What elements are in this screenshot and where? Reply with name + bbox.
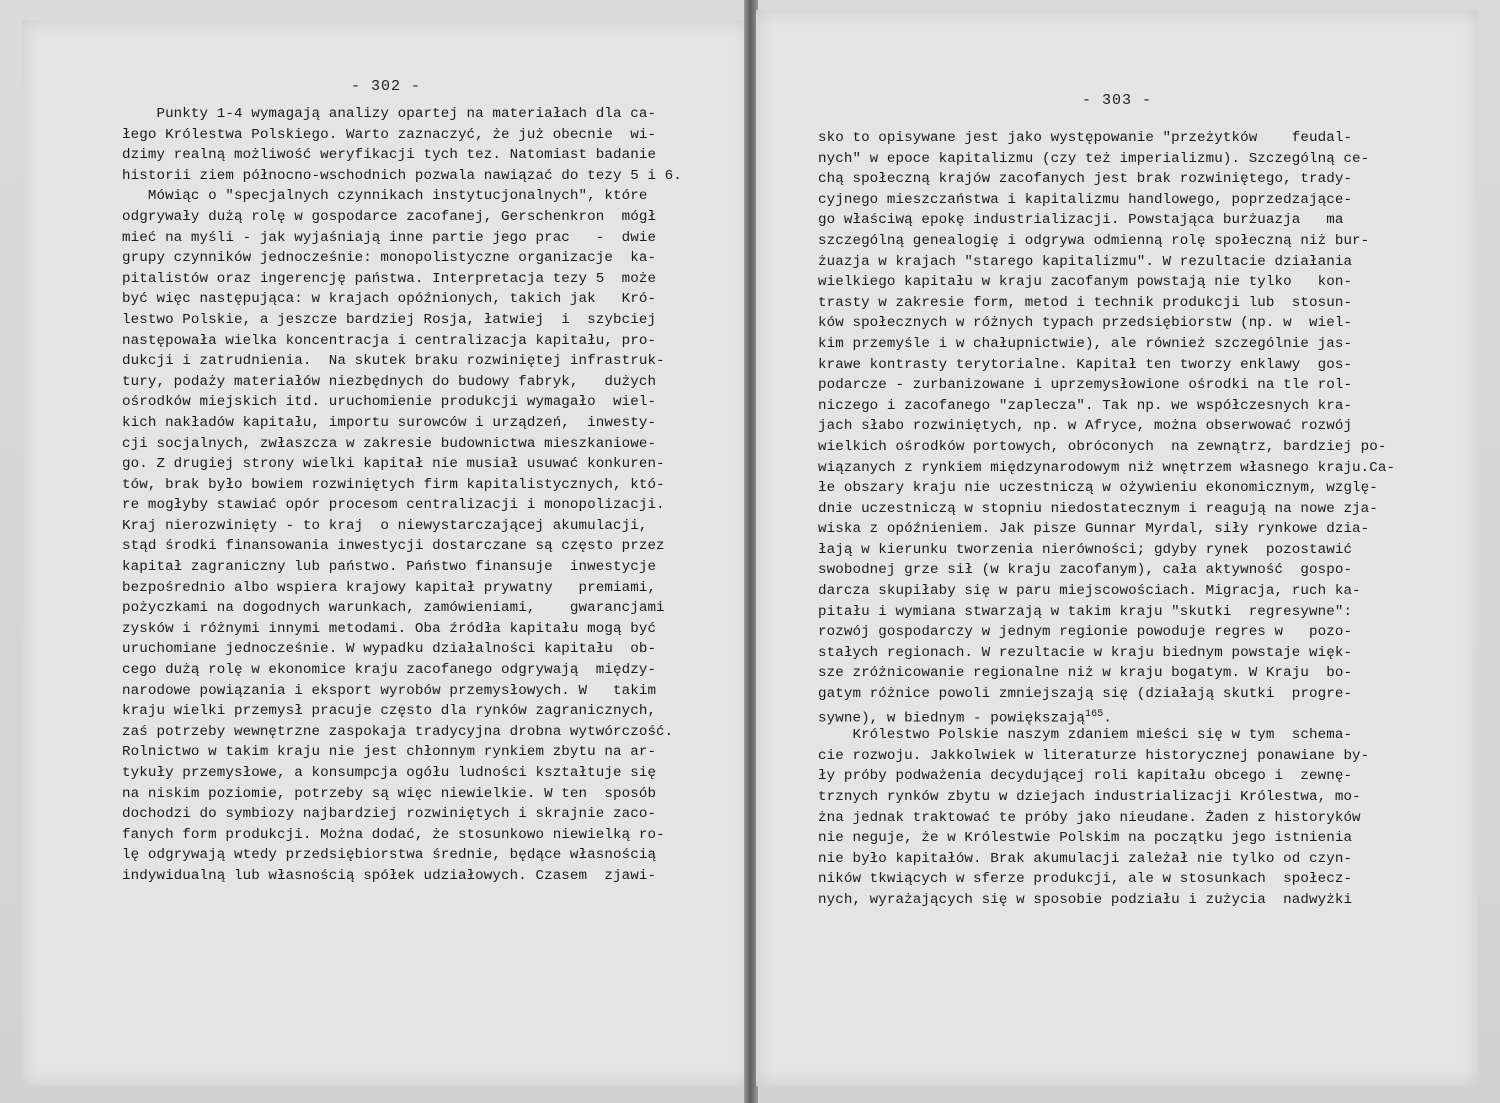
text-line: gatym różnice powoli zmniejszają się (działają skutki progre- <box>818 686 1353 703</box>
text-line: sywne), w biednym - powiększają$^{165}$. <box>818 708 1112 727</box>
text-line: re mogłyby stawiać opór procesom centralizacji i monopolizacji. <box>122 497 665 514</box>
text-line: tykuły przemysłowe, a konsumpcja ogółu ludności kształtuje się <box>122 765 657 781</box>
text-line: wielkich ośrodków portowych, obróconych na zewnątrz, bardziej po- <box>818 438 1387 455</box>
text-line: wiązanych z rynkiem międzynarodowym niż wnętrzem własnego kraju.Ca- <box>818 459 1396 476</box>
text-line: chą społeczną krajów zacofanych jest brak rozwiniętego, trady- <box>818 171 1353 188</box>
text-line: zaś potrzeby wewnętrzne zaspokaja tradycyjna drobna wytwórczość. <box>122 723 674 740</box>
text-line: jach słabo rozwiniętych, np. w Afryce, można obserwować rozwój <box>818 418 1353 435</box>
text-line: cie rozwoju. Jakkolwiek w literaturze historycznej ponawiane by- <box>818 747 1370 764</box>
footnote-marker: 165 <box>1085 708 1104 720</box>
text-line: stąd środki finansowania inwestycji dostarczane są często przez <box>122 538 665 555</box>
footnote-trailing-punctuation: . <box>1103 710 1112 727</box>
text-line: dzimy realną możliwość weryfikacji tych tez. Natomiast badanie <box>122 147 657 164</box>
text-line: łają w kierunku tworzenia nierówności; gdyby rynek pozostawić <box>818 541 1353 558</box>
text-line: pitalistów oraz ingerencję państwa. Interpretacja tezy 5 może <box>122 270 657 287</box>
text-line: dnie uczestniczą w stopniu niedostatecznym i reagują na nowe zja- <box>818 500 1378 517</box>
text-line: cyjnego mieszczaństwa i kapitalizmu handlowego, poprzedzające- <box>818 191 1353 208</box>
right-page <box>756 10 1478 1086</box>
text-line: rozwój gospodarczy w jednym regionie powoduje regres w pozo- <box>818 624 1353 641</box>
text-line: nie było kapitałów. Brak akumulacji zależał nie tylko od czyn- <box>818 850 1353 867</box>
text-line: cego dużą rolę w ekonomice kraju zacofanego odgrywają między- <box>122 662 657 679</box>
text-line: łe obszary kraju nie uczestniczą w ożywieniu ekonomicznym, wzglę- <box>818 480 1378 497</box>
text-line: Kraj nierozwinięty - to kraj o niewystarczającej akumulacji, <box>122 517 648 534</box>
text-line: cji socjalnych, zwłaszcza w zakresie budownictwa mieszkaniowe- <box>122 435 657 452</box>
left-page <box>22 20 752 1086</box>
text-line: historii ziem północno-wschodnich pozwala nawiązać do tezy 5 i 6. <box>122 167 682 184</box>
text-line: lestwo Polskie, a jeszcze bardziej Rosja, łatwiej i szybciej <box>122 311 657 328</box>
text-line: go właściwą epokę industrializacji. Powstająca burżuazja ma <box>818 212 1344 229</box>
text-line: swobodnej grze sił (w kraju zacofanym), cała aktywność gospo- <box>818 562 1353 579</box>
left-page-body-text <box>122 104 682 887</box>
text-line: bezpośrednio albo wspiera krajowy kapitał prywatny premiami, <box>122 579 657 596</box>
text-line: dukcji i zatrudnienia. Na skutek braku rozwiniętej infrastruk- <box>122 353 665 370</box>
text-line: szczególną genealogię i odgrywa odmienną rolę społeczną niż bur- <box>818 232 1370 249</box>
text-line: darcza skupiłaby się w paru miejscowościach. Migracja, ruch ka- <box>818 583 1361 600</box>
text-line: dochodzi do symbiozy najbardziej rozwiniętych i skrajnie zaco- <box>122 806 657 823</box>
text-line: Mówiąc o "specjalnych czynnikach instytucjonalnych", które <box>122 188 648 205</box>
text-line: wielkiego kapitału w kraju zacofanym powstają nie tylko kon- <box>818 274 1353 291</box>
text-line: tów, brak było bowiem rozwiniętych firm kapitalistycznych, któ- <box>122 476 665 493</box>
text-line: uruchomiane jednocześnie. W wypadku działalności kapitału ob- <box>122 641 657 658</box>
text-line: go. Z drugiej strony wielki kapitał nie musiał usuwać konkuren- <box>122 456 665 473</box>
text-line: nych" w epoce kapitalizmu (czy też imperializmu). Szczególną ce- <box>818 150 1370 167</box>
text-line: odgrywały dużą rolę w gospodarce zacofanej, Gerschenkron mógł <box>122 208 657 225</box>
text-line: wiska z opóźnieniem. Jak pisze Gunnar Myrdal, siły rynkowe dzia- <box>818 521 1370 538</box>
text-line: pitału i wymiana stwarzają w takim kraju "skutki regresywne": <box>818 603 1353 620</box>
text-line: niczego i zacofanego "zaplecza". Tak np. we współczesnych kra- <box>818 397 1353 414</box>
text-line: indywidualną lub własnością spółek udziałowych. Czasem zjawi- <box>122 867 657 884</box>
text-line: łego Królestwa Polskiego. Warto zaznaczyć, że już obecnie wi- <box>122 126 657 143</box>
page-number-left: - 302 - <box>350 78 421 95</box>
text-line: grupy czynników jednocześnie: monopolistyczne organizacje ka- <box>122 250 657 267</box>
text-line: zysków i różnymi innymi metodami. Oba źródła kapitału mogą być <box>122 620 657 637</box>
text-line: narodowe powiązania i eksport wyrobów przemysłowych. W takim <box>122 682 657 699</box>
text-line: podarcze - zurbanizowane i uprzemysłowione ośrodki na tle rol- <box>818 377 1353 394</box>
text-line: ły próby podważenia decydującej roli kapitału obcego i zewnę- <box>818 768 1353 785</box>
text-line: ków społecznych w różnych typach przedsiębiorstw (np. w wiel- <box>818 315 1353 332</box>
text-line: mieć na myśli - jak wyjaśniają inne partie jego prac - dwie <box>122 229 657 246</box>
text-line: nych, wyrażających się w sposobie podziału i zużycia nadwyżki <box>818 891 1353 908</box>
text-line: kapitał zagraniczny lub państwo. Państwo finansuje inwestycje <box>122 559 657 576</box>
text-line: ników tkwiących w sferze produkcji, ale w stosunkach społecz- <box>818 871 1353 888</box>
text-line: Rolnictwo w takim kraju nie jest chłonnym rynkiem zbytu na ar- <box>122 744 657 761</box>
right-page-body-text <box>818 128 1395 911</box>
text-line: pożyczkami na dogodnych warunkach, zamówieniami, gwarancjami <box>122 600 665 617</box>
text-line: sze zróżnicowanie regionalne niż w kraju bogatym. W Kraju bo- <box>818 665 1353 682</box>
text-line: kim przemyśle i w chałupnictwie), ale również szczególnie jas- <box>818 335 1353 352</box>
text-line: kich nakładów kapitału, importu surowców i urządzeń, inwesty- <box>122 414 657 431</box>
text-line: fanych form produkcji. Można dodać, że stosunkowo niewielką ro- <box>122 826 665 843</box>
text-line: na niskim poziomie, potrzeby są więc niewielkie. W ten sposób <box>122 785 657 802</box>
text-line: następowała wielka koncentracja i centralizacja kapitału, pro- <box>122 332 657 349</box>
text-line: trznych rynków zbytu w dziejach industrializacji Królestwa, mo- <box>818 789 1361 805</box>
text-line: Królestwo Polskie naszym zdaniem mieści się w tym schema- <box>818 727 1353 744</box>
text-line: być więc następująca: w krajach opóźnionych, takich jak Kró- <box>122 291 657 308</box>
text-line: kraju wielki przemysł pracuje często dla rynków zagranicznych, <box>122 703 657 720</box>
text-line: trasty w zakresie form, metod i technik produkcji lub stosun- <box>818 294 1353 311</box>
text-line: tury, podaży materiałów niezbędnych do budowy fabryk, dużych <box>122 373 657 390</box>
page-number-right: - 303 - <box>1081 92 1152 109</box>
text-line: nie neguje, że w Królestwie Polskim na początku jego istnienia <box>818 830 1353 847</box>
text-line: ośrodków miejskich itd. uruchomienie produkcji wymagało wiel- <box>122 394 657 411</box>
text-line: żna jednak traktować te próby jako nieudane. Żaden z historyków <box>818 809 1361 826</box>
text-line: lę odgrywają wtedy przedsiębiorstwa średnie, będące własnością <box>122 847 657 864</box>
text-line: krawe kontrasty terytorialne. Kapitał ten tworzy enklawy gos- <box>818 356 1353 373</box>
text-line: stałych regionach. W rezultacie w kraju biednym powstaje więk- <box>818 644 1353 661</box>
text-line: żuazja w krajach "starego kapitalizmu". W rezultacie działania <box>818 253 1353 270</box>
text-line: Punkty 1-4 wymagają analizy opartej na materiałach dla ca- <box>122 106 657 122</box>
text-line: sko to opisywane jest jako występowanie "przeżytków feudal- <box>818 130 1353 146</box>
